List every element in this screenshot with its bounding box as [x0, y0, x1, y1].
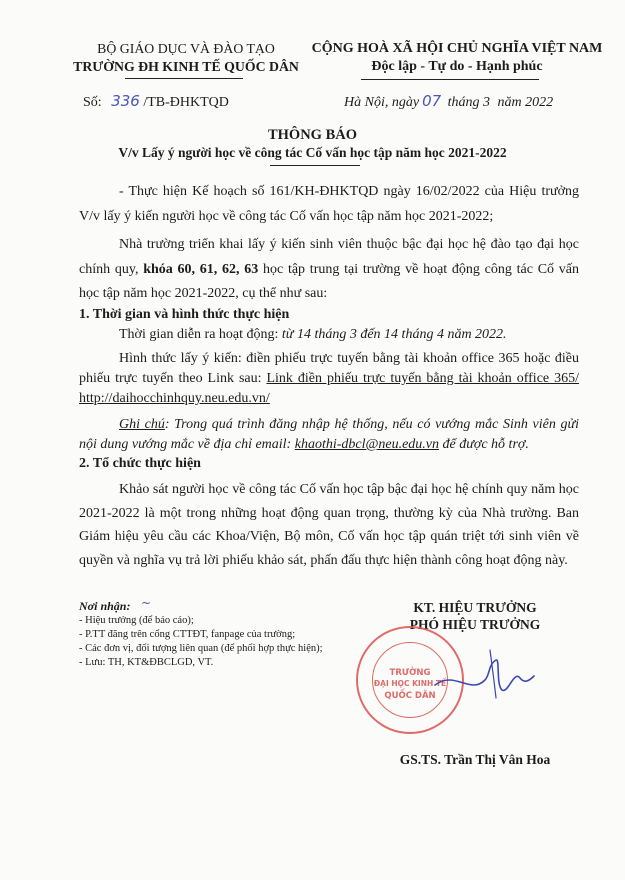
- recipients-heading: Nơi nhận:: [79, 599, 131, 613]
- place-date: [344, 92, 553, 111]
- paragraph-form: [79, 349, 579, 409]
- date-year: năm 2022: [497, 95, 554, 110]
- form-link[interactable]: Link điền phiếu trực tuyến bằng tài khoản office 365/: [266, 371, 579, 386]
- header-right-underline: [361, 79, 539, 80]
- recipient-item: - Lưu: TH, KT&ĐBCLGD, VT.: [79, 657, 214, 668]
- header-left-underline: [125, 78, 243, 79]
- paragraph-intro: - Thực hiện Kế hoạch số 161/KH-ĐHKTQD ngày 16/02/2022 của Hiệu trưởng V/v lấy ý kiến người học về công tác Cố vấn học tập năm học 2021-2022;: [79, 184, 579, 224]
- recipient-item: - Hiệu trưởng (để báo cáo);: [79, 615, 194, 626]
- scope-cohorts: khóa 60, 61, 62, 63: [143, 261, 259, 277]
- signer-name: GS.TS. Trần Thị Vân Hoa: [399, 752, 551, 767]
- document-subject: V/v Lấy ý người học về công tác Cố vấn học tập năm học 2021-2022: [118, 145, 507, 160]
- note-email[interactable]: khaothi-dbcl@neu.edu.vn: [294, 437, 440, 452]
- recipients-initials: ~: [141, 596, 152, 610]
- time-value: từ 14 tháng 3 đến 14 tháng 4 năm 2022.: [278, 327, 507, 342]
- form-text: Hình thức lấy ý kiến: điền phiếu trực tuyến bằng tài khoản office 365 hoặc điều phiếu trực tuyến theo Link sau:: [79, 351, 579, 386]
- number-suffix: /TB-ĐHKTQD: [143, 95, 229, 110]
- note-end: để được hỗ trợ.: [439, 437, 529, 452]
- note-text: : Trong quá trình đăng nhập hệ thống, nếu có vướng mắc Sinh viên gửi nội dung vướng mắc về địa chỉ email:: [79, 417, 579, 452]
- scope-text-2: học tập trung tại trường về hoạt động công tác Cố vấn học tập năm học 2021-2022, cụ thể như sau:: [79, 261, 579, 301]
- form-url[interactable]: http://daihocchinhquy.neu.edu.vn/: [79, 391, 270, 406]
- number-label: Số:: [83, 95, 102, 110]
- stamp-line-2: ĐẠI HỌC KINH TẾ: [373, 679, 447, 688]
- title-underline: [270, 165, 360, 166]
- section-1-heading: 1. Thời gian và hình thức thực hiện: [79, 307, 290, 322]
- paragraph-organization: Khảo sát người học về công tác Cố vấn học tập bậc đại học hệ chính quy năm học 2021-2022 là một trong những hoạt động quan trọng, thường kỳ của Nhà trường. Ban Giám hiệu yêu cầu các Khoa/Viện, Bộ môn, Cố vấn học tập quán triệt tới sinh viên về quyền và nghĩa vụ trả lời phiếu khảo sát, phấn đấu thực hiện thành công hoạt động này.: [79, 482, 579, 568]
- day-handwritten: 07: [422, 92, 442, 110]
- header-left: [55, 40, 317, 76]
- header-right: [302, 40, 612, 76]
- number-handwritten: 336: [111, 92, 140, 110]
- note-label: Ghi chú: [119, 417, 165, 432]
- stamp-line-1: TRƯỜNG: [389, 668, 431, 678]
- time-line: [119, 327, 507, 343]
- document-title: THÔNG BÁO: [267, 127, 358, 143]
- ministry-name: BỘ GIÁO DỤC VÀ ĐÀO TẠO: [97, 41, 275, 56]
- time-label: Thời gian diễn ra hoạt động:: [119, 327, 279, 342]
- paragraph-scope: [79, 233, 579, 307]
- recipient-item: - P.TT đăng trên cổng CTTĐT, fanpage của trường;: [79, 629, 296, 640]
- country-name: CỘNG HOÀ XÃ HỘI CHỦ NGHĨA VIỆT NAM: [311, 41, 603, 56]
- handwritten-signature: [430, 640, 540, 710]
- section-2-heading: 2. Tổ chức thực hiện: [79, 456, 201, 471]
- stamp-line-3: QUỐC DÂN: [384, 691, 436, 701]
- national-motto: Độc lập - Tự do - Hạnh phúc: [371, 59, 543, 74]
- signature-title-1: KT. HIỆU TRƯỞNG: [413, 600, 537, 615]
- document-number: [83, 92, 229, 111]
- date-prefix: Hà Nội, ngày: [344, 95, 420, 110]
- recipient-item: - Các đơn vị, đối tượng liên quan (để phối hợp thực hiện);: [79, 643, 323, 654]
- date-month: tháng 3: [447, 95, 491, 110]
- scope-text-1: Nhà trường triển khai lấy ý kiến sinh viên thuộc bậc đại học hệ đào tạo đại học chính quy,: [79, 237, 579, 277]
- paragraph-note: [79, 415, 579, 455]
- university-name: TRƯỜNG ĐH KINH TẾ QUỐC DÂN: [73, 59, 299, 74]
- signature-title-2: PHÓ HIỆU TRƯỞNG: [409, 617, 541, 632]
